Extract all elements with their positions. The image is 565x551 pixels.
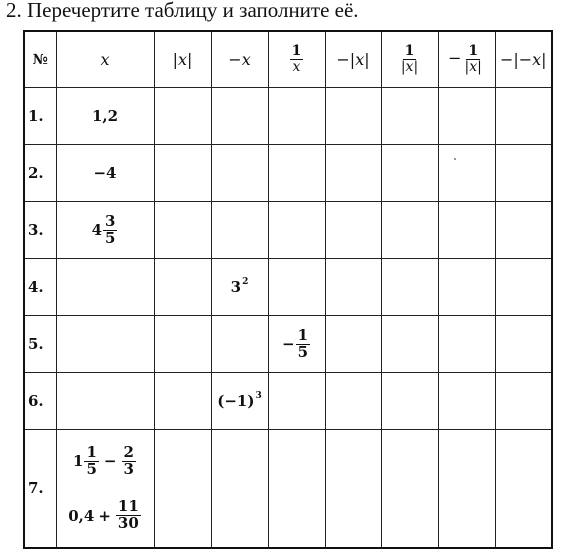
empty-cell[interactable]	[381, 373, 438, 430]
empty-cell[interactable]	[495, 373, 552, 430]
x-value	[56, 430, 154, 548]
header-abs-x: |x|	[154, 31, 211, 88]
empty-cell[interactable]	[438, 202, 495, 259]
header-x: x	[56, 31, 154, 88]
empty-cell[interactable]	[268, 373, 325, 430]
empty-cell[interactable]	[325, 88, 381, 145]
empty-cell[interactable]	[381, 316, 438, 373]
empty-cell[interactable]	[325, 430, 381, 548]
table-row	[24, 373, 552, 430]
empty-cell[interactable]	[56, 373, 154, 430]
empty-cell[interactable]	[381, 259, 438, 316]
empty-cell[interactable]	[154, 88, 211, 145]
x-value: 4 $\frac{3}{5}$	[56, 202, 154, 259]
header-neg-x: −x	[211, 31, 268, 88]
empty-cell[interactable]	[438, 88, 495, 145]
empty-cell[interactable]	[325, 316, 381, 373]
header-reciprocal-abs-x: $\frac{1}{|x|}$	[381, 31, 438, 88]
empty-cell[interactable]	[438, 373, 495, 430]
neg-x-value: $(-1)^3$	[211, 373, 268, 430]
table-row	[24, 259, 552, 316]
header-row	[24, 31, 552, 88]
header-reciprocal-x: $\frac{1}{x}$	[268, 31, 325, 88]
empty-cell[interactable]	[438, 430, 495, 548]
table-row	[24, 316, 552, 373]
row-number: 3.	[24, 202, 56, 259]
x-value: −4	[56, 145, 154, 202]
row-number: 7.	[24, 430, 56, 548]
table-row	[24, 145, 552, 202]
empty-cell[interactable]	[268, 202, 325, 259]
empty-cell[interactable]	[381, 145, 438, 202]
empty-cell[interactable]	[268, 430, 325, 548]
empty-cell[interactable]	[154, 316, 211, 373]
empty-cell[interactable]	[325, 373, 381, 430]
empty-cell[interactable]	[154, 202, 211, 259]
empty-cell[interactable]	[381, 88, 438, 145]
empty-cell[interactable]	[268, 145, 325, 202]
empty-cell[interactable]	[325, 259, 381, 316]
empty-cell[interactable]	[211, 88, 268, 145]
reciprocal-value: − $\frac{1}{5}$	[268, 316, 325, 373]
empty-cell[interactable]	[154, 259, 211, 316]
empty-cell[interactable]	[495, 259, 552, 316]
header-neg-reciprocal-abs-x: − $\frac{1}{|x|}$	[438, 31, 495, 88]
empty-cell[interactable]	[495, 145, 552, 202]
empty-cell[interactable]	[154, 430, 211, 548]
empty-cell[interactable]	[495, 202, 552, 259]
header-neg-abs-x: −|x|	[325, 31, 381, 88]
expression-1: 1 $\frac{1}{5}$ − $\frac{2}{3}$	[73, 442, 134, 478]
row-number: 2.	[24, 145, 56, 202]
x-value: 1,2	[56, 88, 154, 145]
empty-cell[interactable]	[268, 88, 325, 145]
empty-cell[interactable]	[211, 316, 268, 373]
task-heading: 2. Перечертите таблицу и заполните её.	[6, 0, 359, 22]
header-number: №	[24, 31, 56, 88]
empty-cell[interactable]	[381, 430, 438, 548]
empty-cell[interactable]	[56, 316, 154, 373]
row-number: 5.	[24, 316, 56, 373]
row-number: 1.	[24, 88, 56, 145]
empty-cell[interactable]	[495, 430, 552, 548]
empty-cell[interactable]	[495, 88, 552, 145]
empty-cell[interactable]	[211, 202, 268, 259]
empty-cell[interactable]	[268, 259, 325, 316]
table-row	[24, 202, 552, 259]
empty-cell[interactable]	[211, 430, 268, 548]
table-row	[24, 430, 552, 548]
empty-cell[interactable]	[56, 259, 154, 316]
row-number: 6.	[24, 373, 56, 430]
header-neg-abs-neg-x: −|−x|	[495, 31, 552, 88]
empty-cell[interactable]	[154, 373, 211, 430]
answer-table	[23, 30, 553, 549]
expression-2: 0,4 + $\frac{11}{30}$	[68, 497, 139, 532]
neg-x-value: $3^2$	[211, 259, 268, 316]
empty-cell[interactable]	[438, 145, 495, 202]
empty-cell[interactable]	[211, 145, 268, 202]
empty-cell[interactable]	[325, 145, 381, 202]
empty-cell[interactable]	[438, 316, 495, 373]
empty-cell[interactable]	[154, 145, 211, 202]
empty-cell[interactable]	[325, 202, 381, 259]
table-row	[24, 88, 552, 145]
empty-cell[interactable]	[381, 202, 438, 259]
empty-cell[interactable]	[495, 316, 552, 373]
scan-speck	[454, 158, 456, 160]
empty-cell[interactable]	[438, 259, 495, 316]
row-number: 4.	[24, 259, 56, 316]
